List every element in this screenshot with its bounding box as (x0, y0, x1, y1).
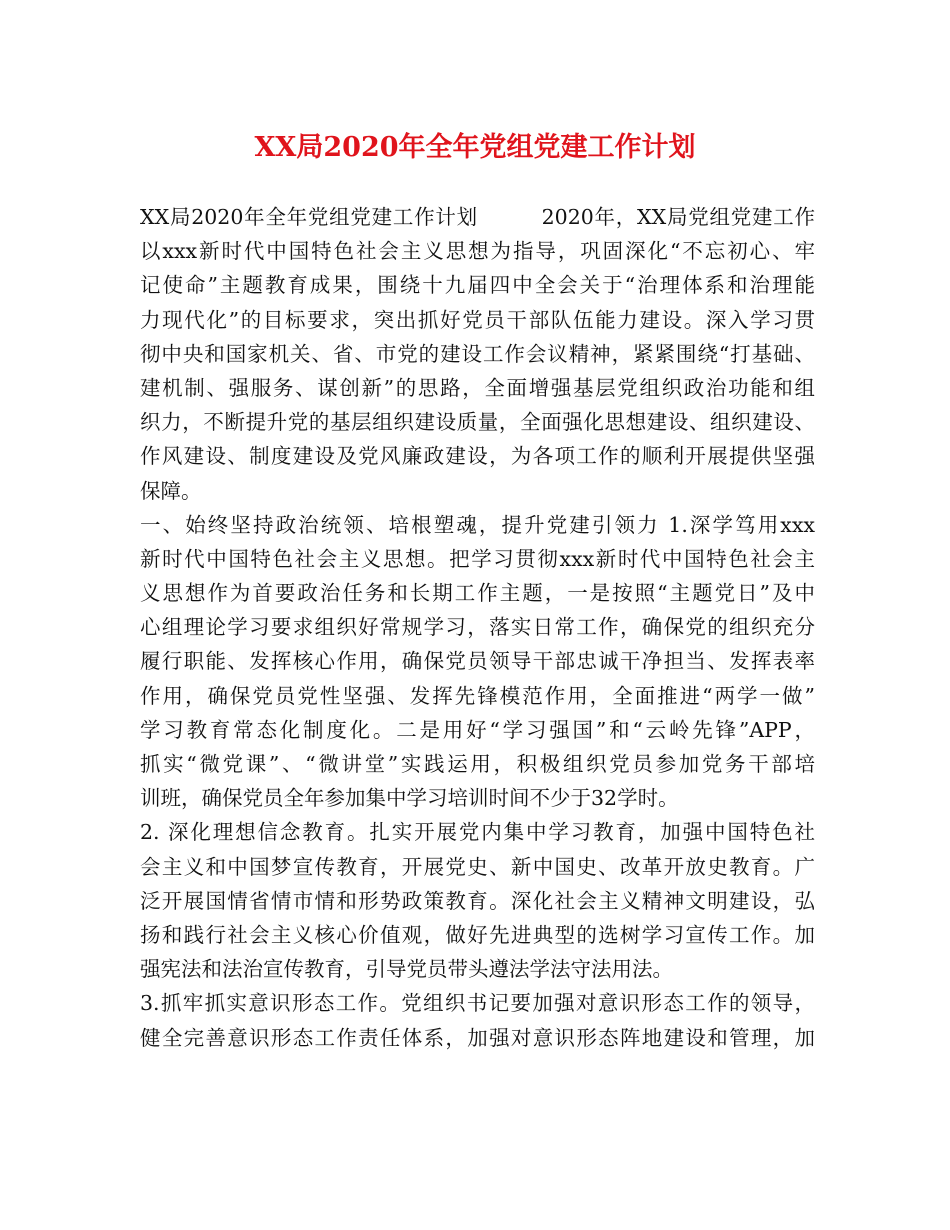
body-line: 履行职能、发挥核心作用，确保党员领导干部忠诚干净担当、发挥表率 (140, 649, 815, 674)
body-line: 学习教育常态化制度化。二是用好“学习强国”和“云岭先锋”APP， (140, 717, 815, 742)
body-line: 强宪法和法治宣传教育，引导党员带头遵法学法守法用法。 (140, 957, 673, 982)
body-line: 心组理论学习要求组织好常规学习，落实日常工作，确保党的组织充分 (140, 615, 815, 640)
document-title: XX局2020年全年党组党建工作计划 (254, 132, 696, 163)
body-line: 2. 深化理想信念教育。扎实开展党内集中学习教育，加强中国特色社 (140, 820, 815, 845)
body-line: 扬和践行社会主义核心价值观，做好先进典型的选树学习宣传工作。加 (140, 922, 815, 947)
body-line: 健全完善意识形态工作责任体系，加强对意识形态阵地建设和管理，加 (140, 1025, 815, 1050)
body-line: 会主义和中国梦宣传教育，开展党史、新中国史、改革开放史教育。广 (140, 854, 815, 879)
body-line: 力现代化”的目标要求，突出抓好党员干部队伍能力建设。深入学习贯 (140, 307, 815, 332)
body-line: 织力，不断提升党的基层组织建设质量，全面强化思想建设、组织建设、 (140, 410, 815, 435)
body-line: 作风建设、制度建设及党风廉政建设，为各项工作的顺利开展提供坚强 (140, 444, 815, 469)
body-line: 保障。 (140, 478, 202, 503)
body-line: 作用，确保党员党性坚强、发挥先锋模范作用，全面推进“两学一做” (140, 683, 815, 708)
body-line: 3.抓牢抓实意识形态工作。党组织书记要加强对意识形态工作的领导， (140, 991, 815, 1016)
body-line: 记使命”主题教育成果，围绕十九届四中全会关于“治理体系和治理能 (140, 273, 815, 298)
body-line: 训班，确保党员全年参加集中学习培训时间不少于32学时。 (140, 786, 679, 811)
body-line: 彻中央和国家机关、省、市党的建设工作会议精神，紧紧围绕“打基础、 (140, 341, 815, 366)
body-line: 以xxx新时代中国特色社会主义思想为指导，巩固深化“不忘初心、牢 (140, 239, 815, 264)
body-line: 新时代中国特色社会主义思想。把学习贯彻xxx新时代中国特色社会主 (140, 546, 815, 571)
body-line: 抓实“微党课”、“微讲堂”实践运用，积极组织党员参加党务干部培 (140, 752, 815, 776)
body-line: 一、始终坚持政治统领、培根塑魂，提升党建引领力 1.深学笃用xxx (140, 512, 815, 537)
body-line: XX局2020年全年党组党建工作计划 2020年，XX局党组党建工作 (140, 205, 815, 229)
body-line: 建机制、强服务、谋创新”的思路，全面增强基层党组织政治功能和组 (140, 375, 815, 400)
document-body (140, 200, 815, 1055)
body-line: 义思想作为首要政治任务和长期工作主题，一是按照“主题党日”及中 (140, 581, 815, 606)
body-line: 泛开展国情省情市情和形势政策教育。深化社会主义精神文明建设，弘 (140, 888, 815, 913)
